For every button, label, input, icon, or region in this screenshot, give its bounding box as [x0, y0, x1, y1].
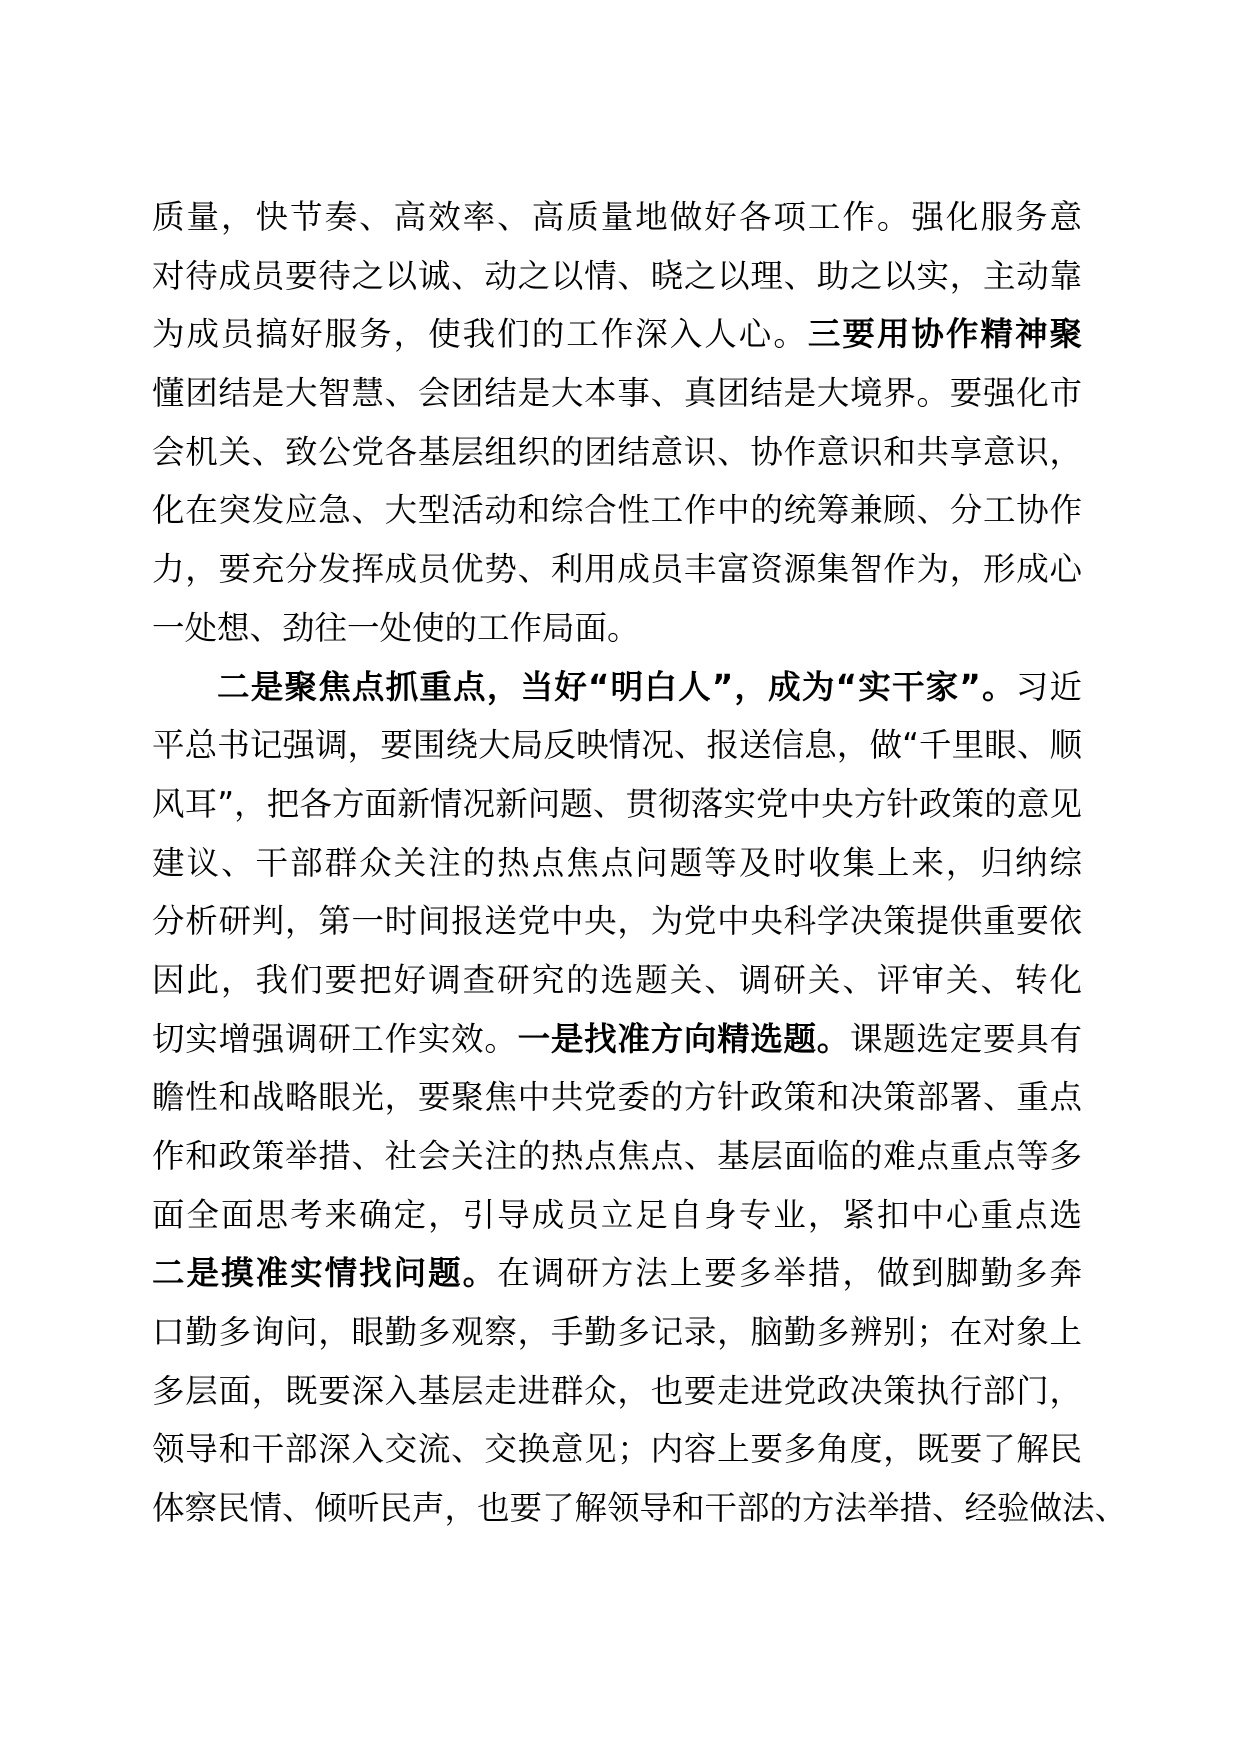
text-line: [152, 247, 1082, 306]
text-line: [152, 1479, 1128, 1538]
body-text: 作和政策举措、社会关注的热点焦点、基层面临的难点重点等多: [152, 1137, 1082, 1175]
body-text: 对待成员要待之以诚、动之以情、晓之以理、助之以实，主动靠: [152, 256, 1082, 295]
body-text: 建议、干部群众关注的热点焦点问题等及时收集上来，归纳综: [152, 843, 1082, 882]
body-text: 分析研判，第一时间报送党中央，为党中央科学决策提供重要依: [152, 902, 1082, 941]
text-line: [152, 364, 1082, 423]
body-text: 领导和干部深入交流、交换意见；内容上要多角度，既要了解民: [152, 1430, 1082, 1469]
paragraph: [152, 658, 1128, 1538]
body-text: 体察民情、倾听民声，也要了解领导和干部的方法举措、经验做法、: [152, 1489, 1128, 1528]
body-text: 多层面，既要深入基层走进群众，也要走进党政决策执行部门，: [152, 1371, 1082, 1410]
text-line: [152, 1303, 1082, 1362]
text-line: [152, 775, 1082, 834]
body-text: 课题选定要具有: [850, 1019, 1082, 1058]
text-line: [152, 305, 1082, 364]
text-line: [152, 1244, 1082, 1303]
body-text: 因此，我们要把好调查研究的选题关、调研关、评审关、转化: [152, 960, 1082, 999]
bold-heading-text: 一是找准方向精选题。: [517, 1019, 851, 1058]
paragraph: [152, 188, 1082, 658]
body-text: 懂团结是大智慧、会团结是大本事、真团结是大境界。要强化市: [152, 374, 1082, 413]
body-text: 切实增强调研工作实效。: [152, 1019, 518, 1058]
body-text: 一处想、劲往一处使的工作局面。: [152, 608, 640, 647]
body-text: 在调研方法上要多举措，做到脚勤多奔: [497, 1254, 1082, 1293]
body-text: 口勤多询问，眼勤多观察，手勤多记录，脑勤多辨别；在对象上: [152, 1313, 1082, 1352]
text-line: [152, 658, 1082, 717]
text-line: [152, 1186, 1082, 1245]
body-text: 化在突发应急、大型活动和综合性工作中的统筹兼顾、分工协作: [152, 491, 1082, 530]
bold-heading-text: 二是摸准实情找问题。: [152, 1254, 498, 1293]
body-text: 瞻性和战略眼光，要聚焦中共党委的方针政策和决策部署、重点: [152, 1078, 1082, 1117]
bold-heading-text: 二是聚焦点抓重点，当好“明白人”，成为“实干家”。: [217, 667, 1016, 706]
text-line: [152, 892, 1082, 951]
text-line: [152, 834, 1082, 893]
bold-heading-text: 三要用协作精神聚: [807, 315, 1082, 354]
text-line: [152, 540, 1082, 599]
body-text: 习近: [1015, 667, 1082, 706]
text-line: [152, 1362, 1082, 1421]
text-line: [152, 1068, 1082, 1127]
text-line: [152, 423, 1082, 482]
text-line: [152, 481, 1082, 540]
body-text: 力，要充分发挥成员优势、利用成员丰富资源集智作为，形成心: [152, 550, 1082, 589]
text-line: [152, 599, 1082, 658]
text-line: [152, 951, 1082, 1010]
body-text: 风耳”，把各方面新情况新问题、贯彻落实党中央方针政策的意见: [152, 784, 1082, 823]
text-line: [152, 1420, 1082, 1479]
text-line: [152, 716, 1082, 775]
text-line: [152, 1010, 1082, 1069]
body-text: 面全面思考来确定，引导成员立足自身专业，紧扣中心重点选: [152, 1195, 1082, 1234]
text-line: [152, 1127, 1082, 1186]
text-line: [152, 188, 1082, 247]
body-text: 会机关、致公党各基层组织的团结意识、协作意识和共享意识，: [152, 432, 1082, 471]
body-text: 为成员搞好服务，使我们的工作深入人心。: [152, 315, 808, 354]
document-body: [152, 188, 1128, 1538]
body-text: 质量，快节奏、高效率、高质量地做好各项工作。强化服务意: [152, 198, 1082, 236]
body-text: 平总书记强调，要围绕大局反映情况、报送信息，做“千里眼、顺: [152, 726, 1082, 765]
